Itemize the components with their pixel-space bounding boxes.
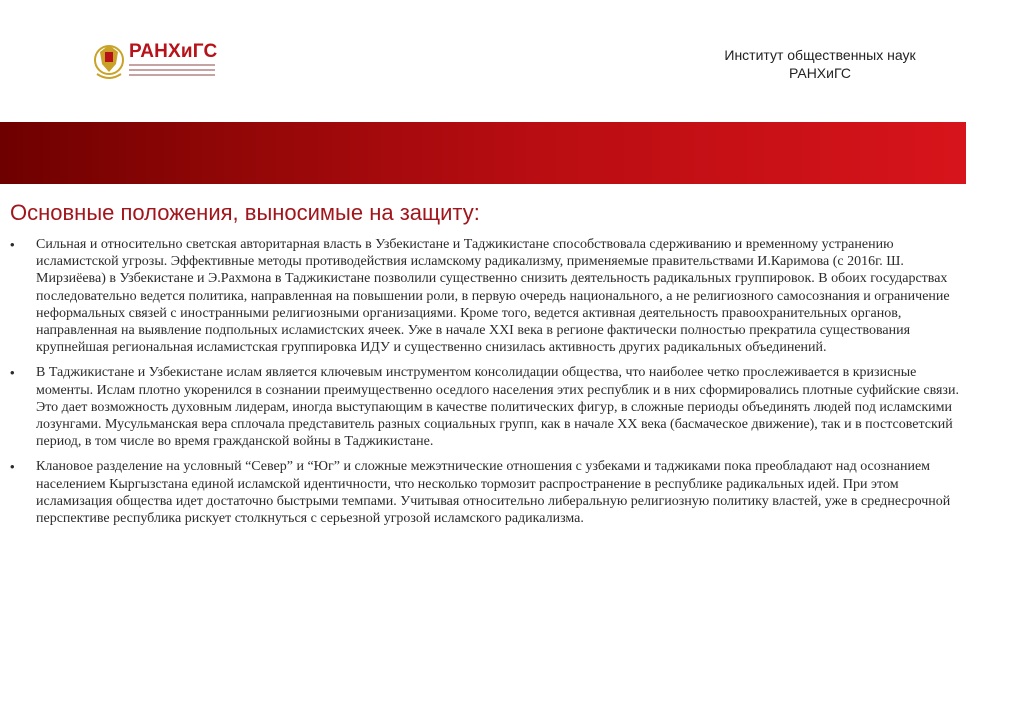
bullet-text: Клановое разделение на условный “Север” и “Юг” и сложные межэтнические отношения с узбеками и таджиками пока преобладают над осознанием населением Кыргызстана единой исламской идентичности, что несколько тормозит распространение в республике радикальных идей. При этом исламизация общества идет достаточно быстрыми темпами. Учитывая относительно либеральную религиозную политику властей, уже в среднесрочной перспективе республика рискует столкнуться с серьезной угрозой исламского радикализма. (36, 459, 951, 527)
ranepa-logo (92, 40, 222, 82)
emblem-icon (92, 40, 126, 82)
institute-line-2: РАНХиГС (788, 65, 852, 81)
institute-line-1: Институт общественных наук (724, 47, 916, 63)
logo-subtitle-lines (129, 64, 215, 79)
bullet-marker: • (10, 365, 15, 381)
institute-name (700, 46, 940, 82)
list-item (10, 458, 970, 527)
bullet-marker: • (10, 459, 15, 475)
bullet-list (10, 236, 970, 535)
list-item (10, 364, 970, 450)
bullet-text: В Таджикистане и Узбекистане ислам является ключевым инструментом консолидации общества, что наиболее четко прослеживается в кризисные моменты. Ислам плотно укоренился в сознании преимущественно оседлого населения этих республик и в них сформировались плотные суфийские связи. Это дает возможность духовным лидерам, иногда выступающим в качестве политических фигур, в сложные периоды объединять людей под исламскими лозунгами. Мусульманская вера сплочала представитель разных социальных групп, как в начале XX века (басмаческое движение), так и в постсоветский период, в том числе во время гражданской войны в Таджикистане. (36, 365, 959, 450)
bullet-text: Сильная и относительно светская авторитарная власть в Узбекистане и Таджикистане способствовала сдерживанию и временному устранению исламистской угрозы. Эффективные методы противодействия исламскому радикализму, применяемые правительствами И.Каримова (с 2016г. Ш. Мирзиёева) в Узбекистане и Э.Рахмона в Таджикистане позволили существенно снизить деятельность радикальных группировок. В обоих государствах последовательно ведется политика, направленная на повышении роли, в первую очередь национального, а не религиозного самосознания и ограничение неформальных связей с иностранными религиозными организациями. Кроме того, ведется активная деятельность правоохранительных органов, направленная на выявление подпольных исламистских ячеек. Уже в начале XXI века в регионе фактически полностью прекратила существования крупнейшая региональная исламистская группировка ИДУ и существенно снизилась активность других радикальных объединений. (36, 237, 950, 356)
list-item (10, 236, 970, 356)
bullet-marker: • (10, 237, 15, 252)
slide-heading: Основные положения, выносимые на защиту: (10, 200, 480, 225)
red-banner (0, 122, 966, 184)
logo-title: РАНХиГС (129, 41, 218, 62)
